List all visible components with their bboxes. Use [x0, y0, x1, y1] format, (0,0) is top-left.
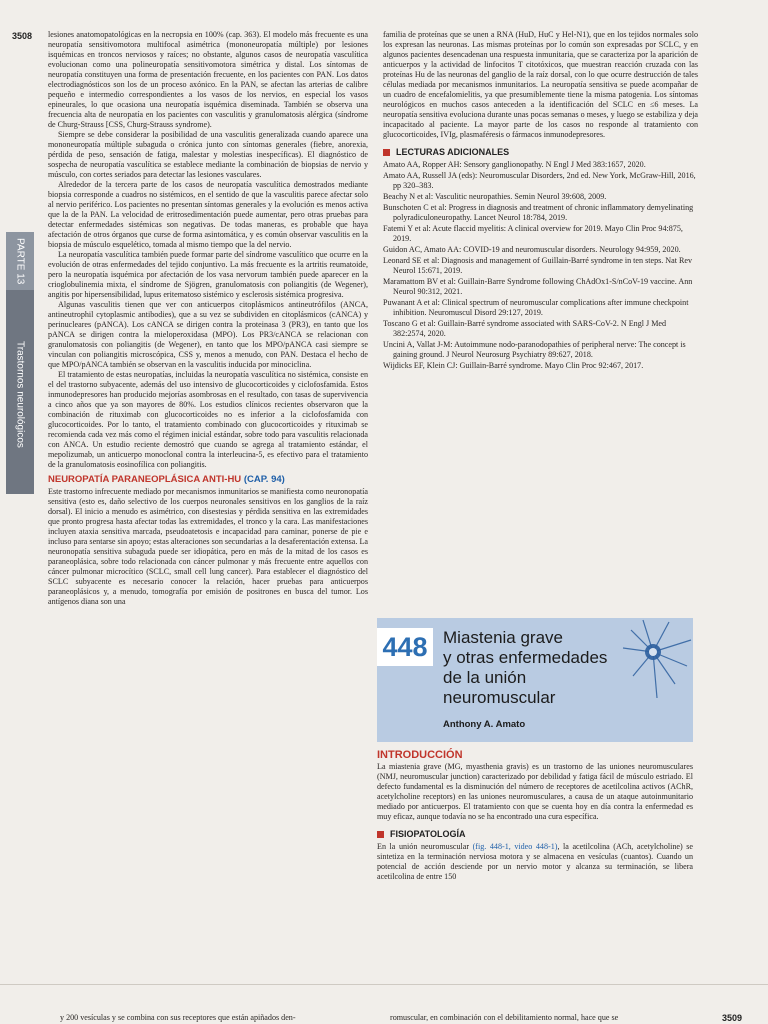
paragraph: El tratamiento de estas neuropatías, incluidas la neuropatía vasculítica no sistémica, consiste en el del trastorno subyacente, además del uso intensivo de glucocorticoides y ciclofosfamida. Estos inmunodepresores han producido mejorías asombrosas en el resultado, con tasas de supervivencia a cinco años que ya son mayores de 80%. Los estudios clínicos recientes observaron que la combinación de rituximab con glucocorticoides no es inferior a la ciclofosfamida con glucocorticoides. Por lo tanto, el tratamiento combinado con glucocorticoides y rituximab se recomienda cada vez más como el régimen inicial estándar, sobre todo para vasculitis relacionada con ANCA. Un estudio reciente demostró que cuando se agrega al tratamiento estándar, el mepolizumab, un anticuerpo monoclonal contra la interleucina-5, es efectivo para el tratamiento de la granulomatosis eosinofílica con poliangitis.	[48, 370, 368, 469]
physiology-heading-text: FISIOPATOLOGÍA	[390, 829, 466, 839]
chapter-title-line: neuromuscular	[443, 688, 556, 707]
paragraph: Algunas vasculitis tienen que ver con anticuerpos citoplásmicos antineutrófilos (ANCA, antineutrophil cytoplasmic antibodies), que a su vez se subdividen en citoplásmicos (cANCA) y perinucleares (pANCA). Los cANCA se dirigen contra la proteinasa 3 (PR3), en tanto que los pANCA se dirigen contra la mieloperoxidasa (MPO). Los PR3/cANCA se relacionan con granulomatosis con poliangitis (de Wegener), en tanto que los MPO/pANCA casi siempre se vinculan con poliangitis microscópica, CSS y, menos a menudo, con PAN. Destaca el hecho de que MPO/pANCA también se observan en la vasculitis inducida por minociclina.	[48, 300, 368, 369]
chapter-title-line: Miastenia grave	[443, 628, 564, 647]
reference-item: Guidon AC, Amato AA: COVID-19 and neuromuscular disorders. Neurology 94:959, 2020.	[383, 245, 681, 254]
page-number-left: 3508	[12, 31, 33, 41]
physiology-heading	[377, 829, 693, 839]
paragraph: Alrededor de la tercera parte de los casos de neuropatía vasculítica demostrados mediante biopsia corresponde a cuadros no sistémicos, en el sentido de que la vasculitis parece afectar solo al nervio periférico. Los pacientes no presentan síntomas generales y la evolución es menos activa que la de la PAN. La velocidad de eritrosedimentación puede aumentar, pero otras pruebas para detectar enfermedades sistémicas son negativas. De todas maneras, es probable que haya afectación de otros órganos que curse de forma asintomática, y es común observar vasculitis en la biopsia de músculo esquelético, tomada al mismo tiempo que la del nervio.	[48, 180, 368, 249]
side-tab-part-label: PARTE 13	[14, 237, 26, 285]
next-page-text-left: y 200 vesículas y se combina con sus receptores que están apiñados den-	[60, 1013, 296, 1022]
side-tab-section	[6, 294, 34, 494]
paragraph: familia de proteínas que se unen a RNA (HuD, HuC y Hel-N1), que en los tejidos normales solo los expresan las neuronas. Las mismas proteínas por lo común son expresadas por SCLC, y en algunos pacientes desencadenan una respuesta inmunitaria, que se caracteriza por la aparición de anticuerpos y la actividad de linfocitos T citotóxicos, que muestran reacción cruzada con las proteínas Hu de las neuronas del ganglio de la raíz dorsal, con lo que ocurre destrucción de tales células mediada por mecanismos inmunitarios. La neuropatía sensitiva se puede acompañar de un cuadro de encefalomielitis, ya que presumiblemente tiene la misma patogenia. Los síntomas neurológicos en muchos casos anteceden a la identificación del SCLC en ≤6 meses. La neuropatía sensitiva evoluciona durante unas pocas semanas o meses, y luego se estabiliza y deja incapacitado al paciente. La mayor parte de los casos no responde al tratamiento con glucocorticoides, IVIg, plasmaféresis o fármacos inmunodepresores.	[383, 30, 698, 139]
page-divider	[0, 984, 768, 985]
page-number-right: 3509	[722, 1013, 743, 1023]
chapter-title-line: y otras enfermedades	[443, 648, 608, 667]
square-bullet-icon	[383, 149, 390, 156]
chapter-number: 448	[377, 628, 433, 666]
reference-item: Beachy N et al: Vasculitic neuropathies. Semin Neurol 39:608, 2009.	[383, 192, 607, 201]
section-heading-text: NEUROPATÍA PARANEOPLÁSICA ANTI-HU	[48, 474, 242, 485]
physiology-lead: En la unión neuromuscular	[377, 842, 470, 851]
readings-heading-text: LECTURAS ADICIONALES	[396, 147, 510, 157]
paragraph: La neuropatía vasculítica también puede formar parte del síndrome vasculítico que ocurre en la evolución de otras enfermedades del tejido conjuntivo. La más frecuente es la artritis reumatoide, pero la neuropatía isquémica por afectación de los vasa nervorum también puede aparecer en la crioglobulinemia mixta, el síndrome de Sjögren, granulomatosis con poliangitis (de Wegener), angitis por hipersensibilidad, lupus eritematoso sistémico y esclerosis sistémica progresiva.	[48, 250, 368, 299]
reference-item: Maramattom BV et al: Guillain-Barre Syndrome following ChAdOx1-S/nCoV-19 vaccine. Ann Neurol 90:312, 2021.	[383, 277, 693, 296]
paragraph: La miastenia grave (MG, myasthenia gravis) es un trastorno de las uniones neuromusculares (NMJ, neuromuscular junction) caracterizado por debilidad y fatiga fácil de músculo estriado. El defecto fundamental es la disminución del número de receptores de acetilcolina activos (AChR, acetylcholine receptors) en las uniones neuromusculares, a causa de un ataque autoinmunitario mediado por anticuerpos. El tratamiento con que se cuenta hoy en día contra la enfermedad es muy eficaz, aunque todavía no se ha encontrado una cura específica.	[377, 762, 693, 821]
reference-list	[383, 160, 698, 371]
chapter-link[interactable]: (CAP. 94)	[243, 474, 285, 485]
reference-item: Amato AA, Ropper AH: Sensory ganglionopathy. N Engl J Med 383:1657, 2020.	[383, 160, 646, 169]
left-column	[48, 30, 368, 607]
reference-item: Toscano G et al: Guillain-Barré syndrome associated with SARS-CoV-2. N Engl J Med 382:2574, 2020.	[383, 319, 667, 338]
next-page-text-right: romuscular, en combinación con el debilitamiento normal, hace que se	[390, 1013, 619, 1022]
chapter-intro	[377, 750, 693, 882]
paragraph: Siempre se debe considerar la posibilidad de una vasculitis generalizada cuando aparece una mononeuropatía múltiple subaguda o crónica junto con síntomas generales (fiebre, anorexia, pérdida de peso, sensación de fatiga, malestar y molestias inespecíficas). El diagnóstico de sospecha de neuropatía vasculítica se establece mediante la combinación de biopsias de nervio y músculo, con cortes seriados para detectar las lesiones vasculares.	[48, 130, 368, 179]
chapter-header	[377, 618, 693, 742]
reference-item: Amato AA, Russell JA (eds): Neuromuscular Disorders, 2nd ed. New York, McGraw-Hill, 2016, pp 320–383.	[383, 171, 696, 190]
chapter-title-line: de la unión	[443, 668, 527, 687]
side-tab-part	[6, 232, 34, 290]
paragraph: lesiones anatomopatológicas en la necropsia en 100% (cap. 363). El modelo más frecuente es una neuropatía sensitivomotora multifocal asimétrica (mononeuropatía múltiple) por lesiones isquémicas en troncos nerviosos y raíces; no obstante, algunos casos de neuropatía vasculítica evolucionan como una polineuropatía sensitivomotora simétrica y distal. Los síntomas de neuropatía constituyen una forma de presentación frecuente, en los pacientes con PAN. Los datos electrodiagnósticos son los de un proceso axónico. En la PAN, se afectan las arterias de calibre pequeño e intermedio correspondientes a los vasos de los nervios, en especial los vasos epineurales, lo que ocasiona una neuropatía isquémica diseminada. También se observa una frecuencia alta de neuropatía en los pacientes con vasculitis y granulomatosis alérgica (síndrome de Churg-Strauss [CSS, Churg-Strauss syndrome).	[48, 30, 368, 129]
figure-video-link[interactable]: (fig. 448-1, video 448-1)	[472, 842, 558, 851]
readings-heading	[383, 147, 698, 157]
physiology-text: , la acetilcolina (ACh, acetylcholine) se sintetiza en la terminación nerviosa motora y se almacena en vesículas (cuantos). Cuando un potencial de acción desciende por un nervio motor y alcanza su terminación, se libera acetilcolina de entre 150	[377, 842, 694, 881]
paragraph: Este trastorno infrecuente mediado por mecanismos inmunitarios se manifiesta como neuronopatía sensitiva (esto es, daño selectivo de los cuerpos neuronales sensitivos en los ganglios de la raíz dorsal). El inicio a menudo es asimétrico, con disestesias y pérdida sensitiva en las extremidades que pronto progresa hasta afectar todas las extremidades, el tronco y la cara. Las manifestaciones incluyen ataxia sensitiva marcada, pseudoatetosis e incapacidad para caminar, ponerse de pie e incluso para sentarse sin apoyo; estas alteraciones son secundarias a la desaferentación extensa. La neuronopatía sensitiva subaguda puede ser idiopática, pero en más de la mitad de los casos es paraneoplásica, sobre todo relacionada con cáncer pulmonar y más frecuente entre aquellos con cáncer pulmonar microcítico (SCLC, small cell lung cancer). Para establecer el diagnóstico del SCLC subyacente es necesario conocer la relación, hacer pruebas para anticuerpos paraneoplásicos y, a menudo, tomografía por emisión de positrones en busca del tumor. Los antígenos diana son una	[48, 487, 368, 606]
intro-heading: INTRODUCCIÓN	[377, 749, 463, 761]
chapter-author: Anthony A. Amato	[443, 719, 526, 730]
paragraph	[377, 842, 693, 882]
reference-item: Leonard SE et al: Diagnosis and management of Guillain-Barré syndrome in ten steps. Nat Rev Neurol 15:671, 2019.	[383, 256, 693, 275]
reference-item: Bunschoten C et al: Progress in diagnosis and treatment of chronic inflammatory demyelinating polyradiculoneuropathy. Lancet Neurol 18:784, 2019.	[383, 203, 694, 222]
reference-item: Puwanant A et al: Clinical spectrum of neuromuscular complications after immune checkpoint inhibition. Neuromuscul Disord 29:127, 2019.	[383, 298, 689, 317]
side-tab-section-label: Trastornos neurológicos	[14, 340, 26, 448]
square-bullet-icon	[377, 831, 384, 838]
section-heading-anti-hu	[48, 475, 368, 485]
reference-item: Fatemi Y et al: Acute flaccid myelitis: A clinical overview for 2019. Mayo Clin Proc 94:875, 2019.	[383, 224, 683, 243]
reference-item: Uncini A, Vallat J-M: Autoimmune nodo-paranodopathies of peripheral nerve: The concept is gaining ground. J Neurol Neurosurg Psychiatry 89:627, 2018.	[383, 340, 686, 359]
reference-item: Wijdicks EF, Klein CJ: Guillain-Barré syndrome. Mayo Clin Proc 92:467, 2017.	[383, 361, 644, 370]
neuron-illustration	[613, 618, 693, 742]
right-column	[383, 30, 698, 372]
side-tab	[6, 232, 34, 494]
